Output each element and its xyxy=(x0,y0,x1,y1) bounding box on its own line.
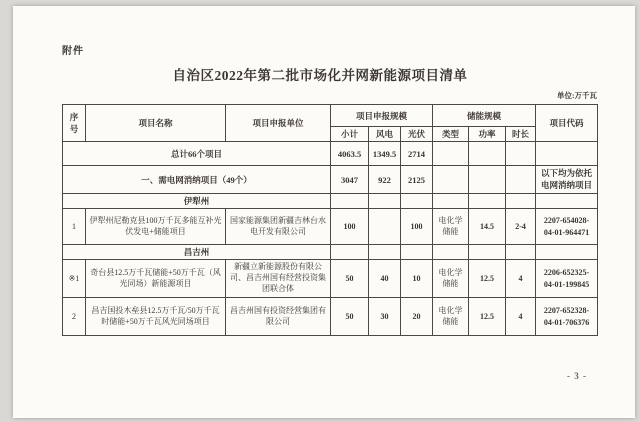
header-project-code: 项目代码 xyxy=(536,105,598,142)
cell-power: 12.5 xyxy=(469,298,506,336)
header-declared-scale-group: 项目申报规模 xyxy=(331,105,433,127)
region-label: 伊犁州 xyxy=(63,194,331,209)
cell-subtotal xyxy=(331,194,369,209)
header-subtotal: 小计 xyxy=(331,127,369,142)
header-power: 功率 xyxy=(469,127,506,142)
cell-power xyxy=(469,142,506,166)
cell-project-code: 2206-652325-04-01-199845 xyxy=(536,260,598,298)
project-row xyxy=(63,298,598,336)
cell-subtotal: 4063.5 xyxy=(331,142,369,166)
cell-power xyxy=(469,245,506,260)
project-row xyxy=(63,260,598,298)
cell-duration xyxy=(506,194,536,209)
cell-power: 12.5 xyxy=(469,260,506,298)
cell-storage-type xyxy=(433,194,469,209)
cell-solar xyxy=(401,194,433,209)
page-number: - 3 - xyxy=(567,371,587,381)
cell-duration: 2-4 xyxy=(506,209,536,245)
region-row-changji xyxy=(63,245,598,260)
cell-storage-type xyxy=(433,166,469,194)
cell-solar: 20 xyxy=(401,298,433,336)
cell-index: ※1 xyxy=(63,260,86,298)
cell-subtotal: 50 xyxy=(331,260,369,298)
cell-index: 2 xyxy=(63,298,86,336)
cell-solar: 100 xyxy=(401,209,433,245)
header-storage-type: 类型 xyxy=(433,127,469,142)
document-title: 自治区2022年第二批市场化并网新能源项目清单 xyxy=(172,68,468,83)
cell-wind: 1349.5 xyxy=(369,142,401,166)
cell-duration: 4 xyxy=(506,298,536,336)
cell-index: 1 xyxy=(63,209,86,245)
cell-applicant: 昌吉州国有投资经营集团有限公司 xyxy=(226,298,331,336)
header-row-1 xyxy=(63,105,598,127)
header-duration: 时长 xyxy=(506,127,536,142)
project-row xyxy=(63,209,598,245)
header-solar: 光伏 xyxy=(401,127,433,142)
cell-storage-type: 电化学储能 xyxy=(433,298,469,336)
header-index: 序号 xyxy=(63,105,86,142)
cell-power xyxy=(469,194,506,209)
cell-solar: 2125 xyxy=(401,166,433,194)
cell-wind: 40 xyxy=(369,260,401,298)
cell-solar xyxy=(401,245,433,260)
header-applicant: 项目申报单位 xyxy=(226,105,331,142)
cell-project-name: 伊犁州尼勒克县100万千瓦多能互补光伏发电+储能项目 xyxy=(86,209,226,245)
cell-note xyxy=(536,245,598,260)
region-row-yili xyxy=(63,194,598,209)
cell-note: 以下均为依托电网消纳项目 xyxy=(536,166,598,194)
cell-subtotal: 3047 xyxy=(331,166,369,194)
cell-duration xyxy=(506,166,536,194)
cell-project-code: 2207-652328-04-01-706376 xyxy=(536,298,598,336)
cell-wind xyxy=(369,245,401,260)
summary-label: 总计66个项目 xyxy=(63,142,331,166)
cell-project-code: 2207-654028-04-01-964471 xyxy=(536,209,598,245)
cell-applicant: 新疆立新能源股份有限公司、昌吉州国有经营投资集团联合体 xyxy=(226,260,331,298)
cell-wind: 922 xyxy=(369,166,401,194)
region-label: 昌吉州 xyxy=(63,245,331,260)
unit-note: 单位:万千瓦 xyxy=(557,91,597,100)
header-project-name: 项目名称 xyxy=(86,105,226,142)
cell-note xyxy=(536,142,598,166)
cell-duration xyxy=(506,245,536,260)
cell-subtotal xyxy=(331,245,369,260)
header-wind: 风电 xyxy=(369,127,401,142)
cell-project-name: 昌吉国投木垒县12.5万千瓦/50万千瓦时储能+50万千瓦风光同场项目 xyxy=(86,298,226,336)
cell-subtotal: 100 xyxy=(331,209,369,245)
cell-solar: 2714 xyxy=(401,142,433,166)
cell-storage-type xyxy=(433,245,469,260)
cell-storage-type: 电化学储能 xyxy=(433,209,469,245)
cell-solar: 10 xyxy=(401,260,433,298)
cell-project-name: 奇台县12.5万千瓦储能+50万千瓦（风光同场）新能源项目 xyxy=(86,260,226,298)
cell-wind xyxy=(369,194,401,209)
cell-wind: 30 xyxy=(369,298,401,336)
cell-wind xyxy=(369,209,401,245)
cell-subtotal: 50 xyxy=(331,298,369,336)
cell-storage-type xyxy=(433,142,469,166)
cell-duration xyxy=(506,142,536,166)
cell-duration: 4 xyxy=(506,260,536,298)
cell-power: 14.5 xyxy=(469,209,506,245)
project-list-table xyxy=(62,104,598,336)
cell-note xyxy=(536,194,598,209)
attachment-label: 附件 xyxy=(62,46,84,57)
header-storage-group: 储能规模 xyxy=(433,105,536,127)
cell-storage-type: 电化学储能 xyxy=(433,260,469,298)
summary-label: 一、需电网消纳项目（49个） xyxy=(63,166,331,194)
summary-row-total xyxy=(63,142,598,166)
summary-row-grid-consumption xyxy=(63,166,598,194)
cell-power xyxy=(469,166,506,194)
cell-applicant: 国家能源集团新疆吉林台水电开发有限公司 xyxy=(226,209,331,245)
